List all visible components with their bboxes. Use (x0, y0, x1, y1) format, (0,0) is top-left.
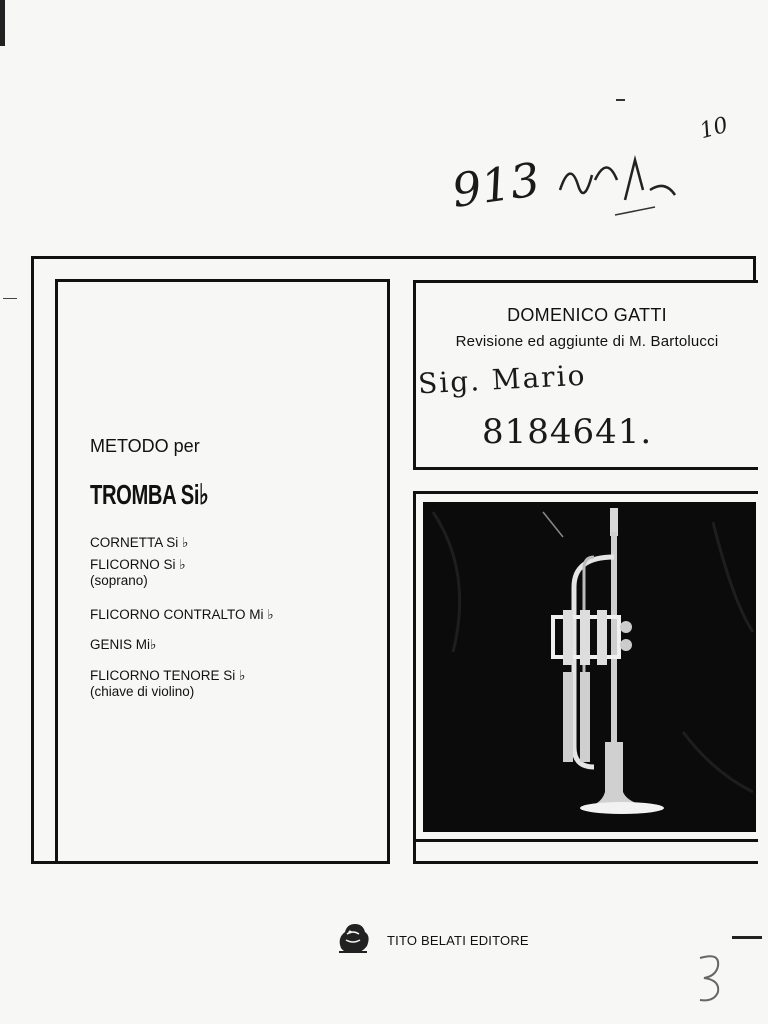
handwritten-mark: 10 (697, 112, 731, 145)
instrument-item (90, 637, 156, 653)
instrument-note: (chiave di violino) (90, 684, 195, 699)
instrument-note: (soprano) (90, 573, 148, 588)
scan-dash (732, 936, 762, 939)
outer-frame (31, 256, 756, 280)
instrument-name: CORNETTA Si ♭ (90, 535, 189, 550)
method-title-instrument: TROMBA Si♭ (90, 479, 209, 510)
scan-edge-mark (0, 0, 5, 46)
scan-dash (3, 298, 17, 299)
author-name: DOMENICO GATTI (507, 305, 667, 325)
image-panel-divider (413, 839, 758, 842)
instrument-item (90, 607, 274, 623)
handwritten-scribble (690, 950, 750, 1010)
handwritten-scribble (555, 130, 695, 220)
trumpet-icon (423, 502, 756, 832)
scan-dash (616, 99, 625, 101)
lion-crest-icon (333, 918, 373, 958)
outer-frame-left (31, 256, 34, 864)
trumpet-photo (423, 502, 756, 832)
method-title-prefix: METODO per (90, 436, 200, 456)
instrument-item (90, 535, 188, 551)
instrument-name: FLICORNO CONTRALTO Mi ♭ (90, 607, 274, 622)
instrument-name: FLICORNO Si ♭ (90, 557, 186, 572)
publisher-name: TITO BELATI EDITORE (387, 933, 529, 948)
instrument-name: FLICORNO TENORE Si ♭ (90, 668, 246, 683)
handwritten-name: Sig. Mario (417, 358, 588, 401)
instrument-name: GENIS Mi♭ (90, 637, 157, 652)
instrument-item (90, 557, 186, 589)
outer-frame-bottom (31, 861, 57, 864)
handwritten-catalog-number: 913 (448, 152, 544, 218)
instrument-item (90, 668, 245, 700)
revision-subtitle: Revisione ed aggiunte di M. Bartolucci (455, 333, 719, 350)
handwritten-phone: 8184641. (482, 412, 653, 452)
